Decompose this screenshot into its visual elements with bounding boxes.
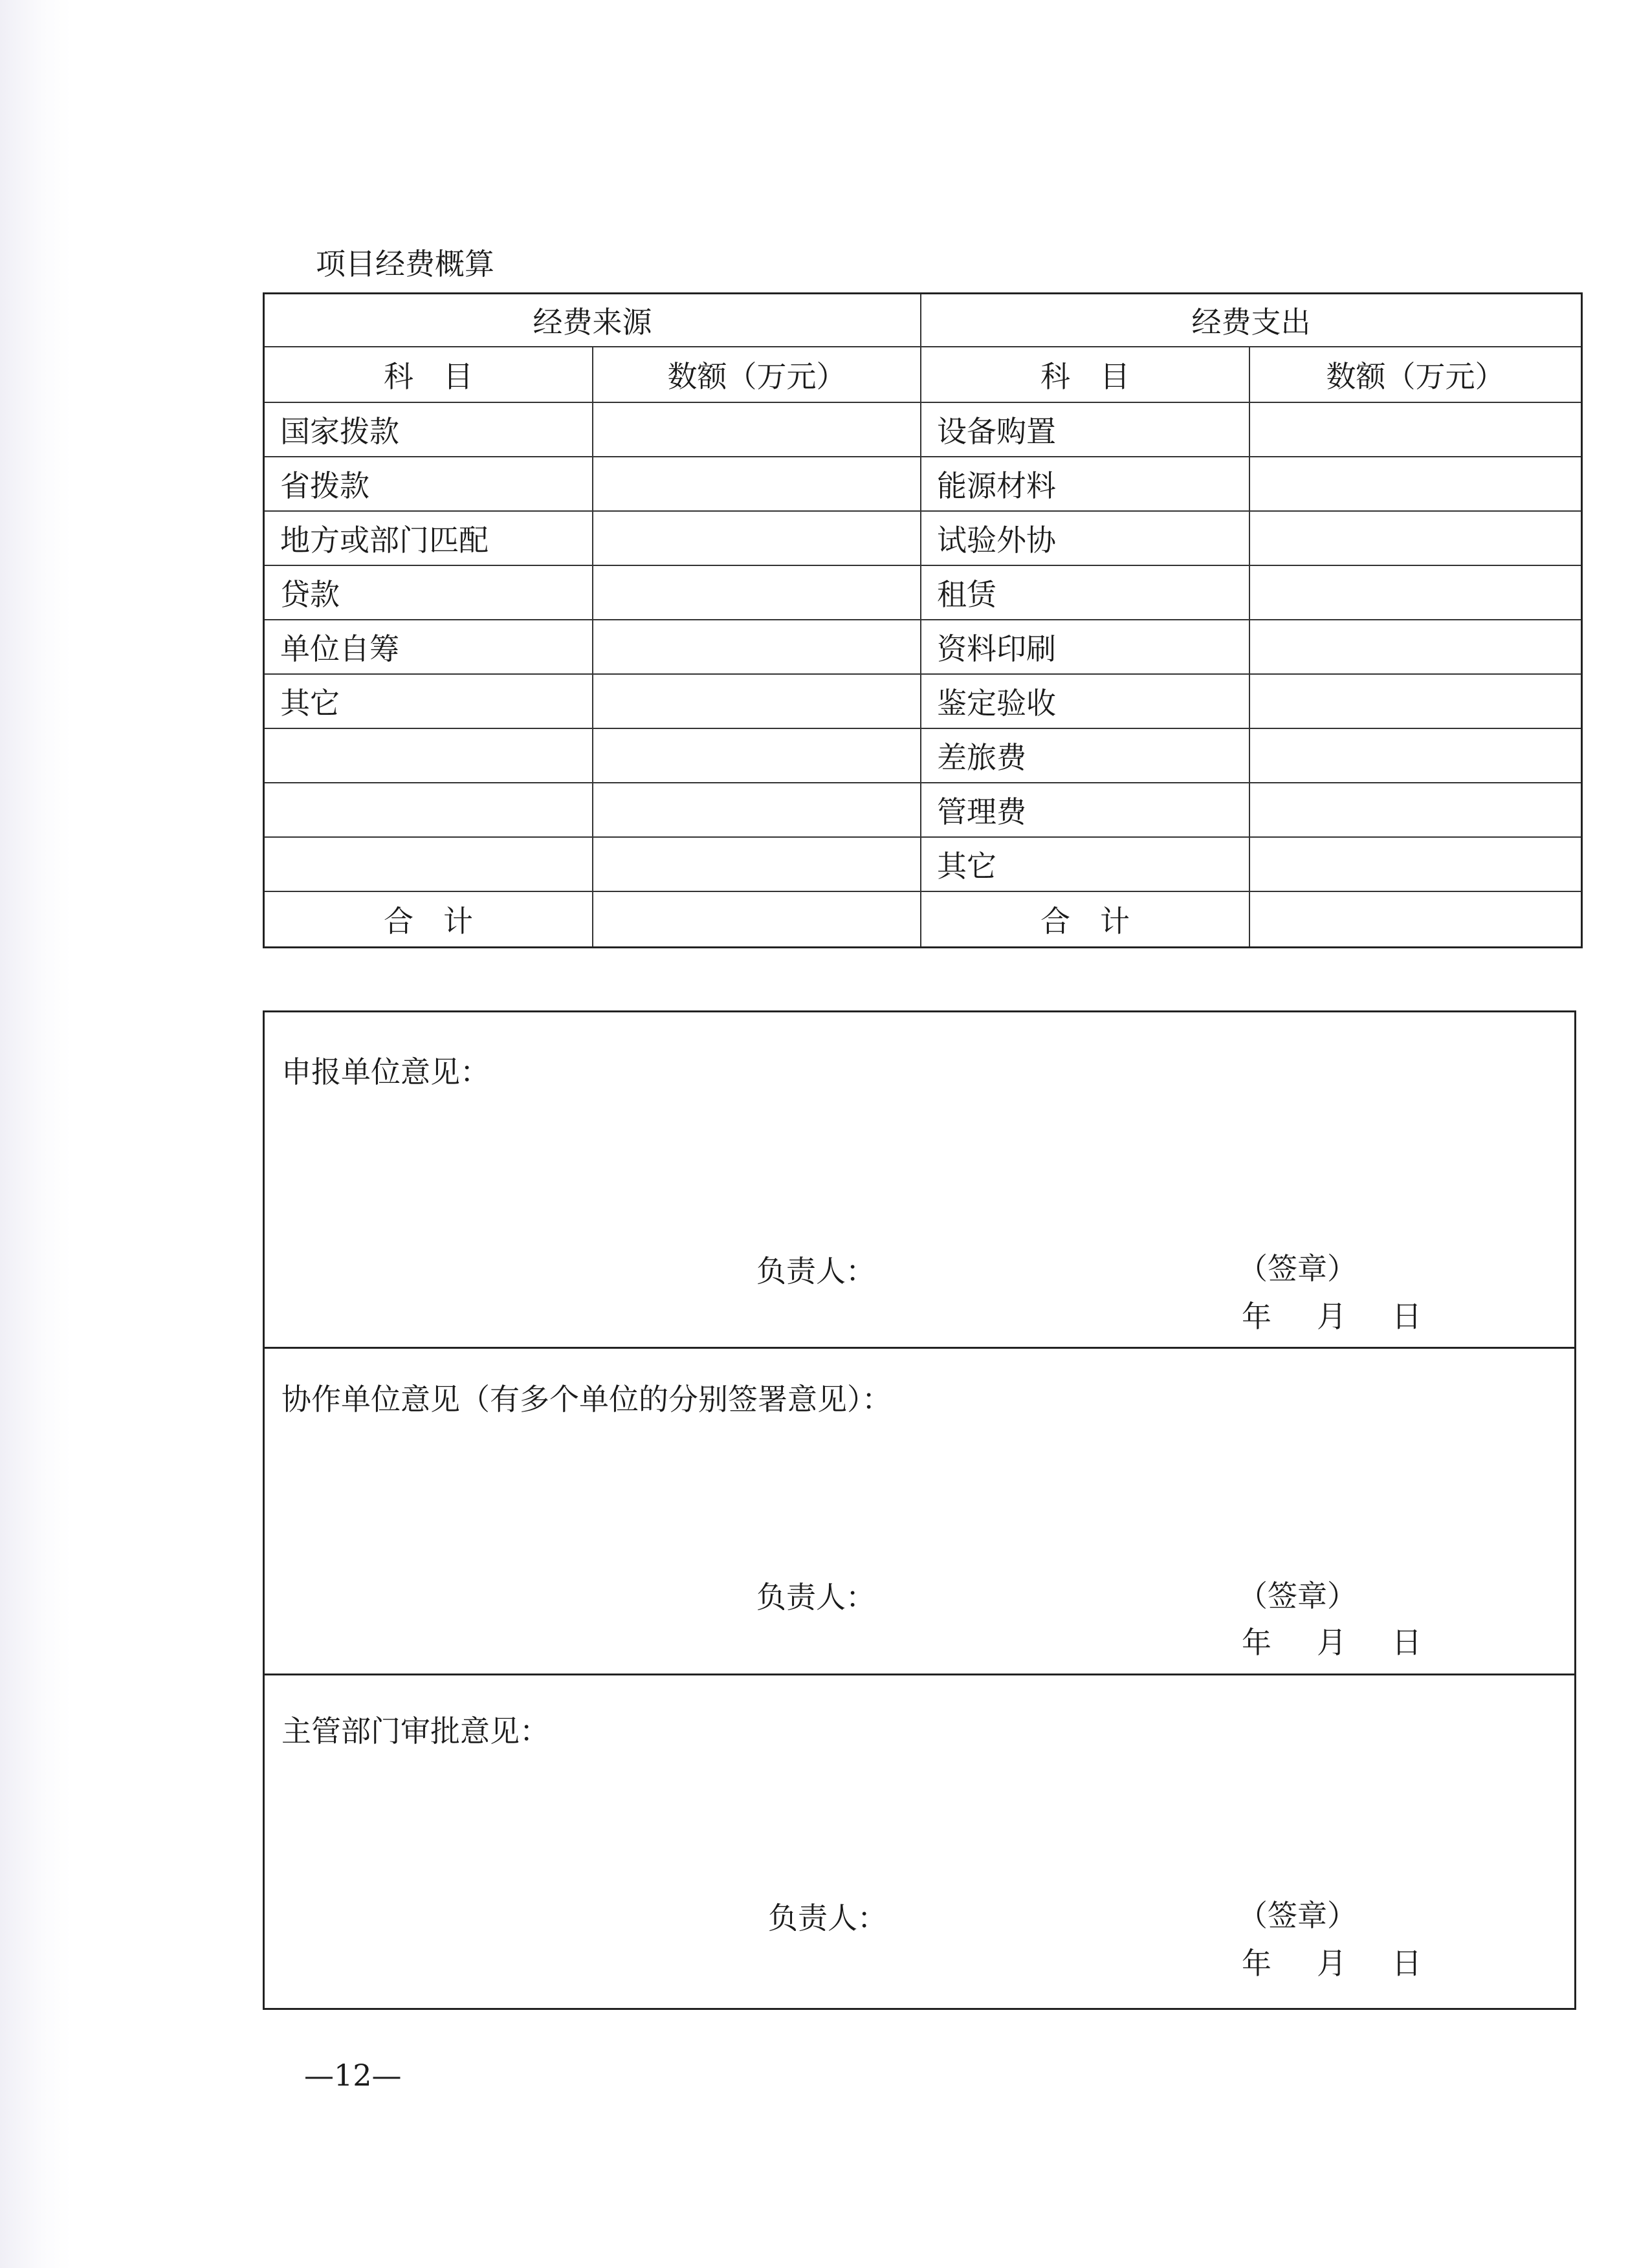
- expense-item: 其它: [921, 838, 1250, 892]
- income-amount-cell[interactable]: [593, 838, 921, 892]
- expense-total-cell[interactable]: [1250, 892, 1581, 946]
- income-item: 其它: [265, 675, 593, 729]
- income-total-label: 合 计: [265, 892, 593, 946]
- income-header: 经费来源: [265, 294, 921, 347]
- income-amount-cell[interactable]: [593, 729, 921, 783]
- income-item[interactable]: [265, 838, 593, 892]
- expense-item: 试验外协: [921, 512, 1250, 566]
- income-amount-cell[interactable]: [593, 457, 921, 512]
- income-amount-cell[interactable]: [593, 512, 921, 566]
- income-amount-cell[interactable]: [593, 675, 921, 729]
- expense-total-label: 合 计: [921, 892, 1250, 946]
- applicant-opinion-heading: 申报单位意见：: [281, 1054, 490, 1089]
- income-col-amount: 数额（万元）: [593, 347, 921, 403]
- income-item: 贷款: [265, 566, 593, 620]
- expense-amount-cell[interactable]: [1250, 457, 1581, 512]
- expense-col-item: 科 目: [921, 347, 1250, 403]
- year-label: 年: [1242, 1625, 1271, 1660]
- expense-header: 经费支出: [921, 294, 1581, 347]
- expense-amount-cell[interactable]: [1250, 838, 1581, 892]
- day-label: 日: [1392, 1946, 1422, 1981]
- month-label: 月: [1317, 1625, 1347, 1660]
- expense-item: 租赁: [921, 566, 1250, 620]
- applicant-person-label: 负责人：: [756, 1254, 875, 1289]
- expense-item: 能源材料: [921, 457, 1250, 512]
- month-label: 月: [1317, 1299, 1347, 1334]
- page-edge-shadow: [0, 0, 71, 2268]
- expense-amount-cell[interactable]: [1250, 620, 1581, 675]
- collaborator-seal-label: （签章）: [1238, 1578, 1357, 1613]
- income-item: 省拨款: [265, 457, 593, 512]
- expense-amount-cell[interactable]: [1250, 566, 1581, 620]
- expense-amount-cell[interactable]: [1250, 403, 1581, 457]
- expense-amount-cell[interactable]: [1250, 512, 1581, 566]
- income-item[interactable]: [265, 783, 593, 838]
- expense-amount-cell[interactable]: [1250, 675, 1581, 729]
- applicant-seal-label: （签章）: [1238, 1251, 1357, 1286]
- day-label: 日: [1392, 1299, 1422, 1334]
- collaborator-person-label: 负责人：: [756, 1580, 875, 1615]
- authority-person-label: 负责人：: [768, 1901, 887, 1935]
- income-amount-cell[interactable]: [593, 783, 921, 838]
- authority-date: [1242, 1944, 1422, 1983]
- budget-table: [263, 292, 1583, 948]
- expense-col-amount: 数额（万元）: [1250, 347, 1581, 403]
- income-total-cell[interactable]: [593, 892, 921, 946]
- authority-approval-section[interactable]: [265, 1675, 1574, 2010]
- income-item[interactable]: [265, 729, 593, 783]
- income-item: 国家拨款: [265, 403, 593, 457]
- collaborator-opinion-heading: 协作单位意见（有多个单位的分别签署意见）：: [281, 1382, 892, 1417]
- applicant-date: [1242, 1297, 1422, 1336]
- expense-item: 设备购置: [921, 403, 1250, 457]
- collaborator-date: [1242, 1623, 1422, 1662]
- expense-item: 鉴定验收: [921, 675, 1250, 729]
- collaborator-opinion-section[interactable]: [265, 1349, 1574, 1675]
- income-amount-cell[interactable]: [593, 620, 921, 675]
- expense-item: 资料印刷: [921, 620, 1250, 675]
- income-amount-cell[interactable]: [593, 566, 921, 620]
- expense-amount-cell[interactable]: [1250, 783, 1581, 838]
- applicant-opinion-section[interactable]: [265, 1012, 1574, 1349]
- expense-item: 差旅费: [921, 729, 1250, 783]
- month-label: 月: [1317, 1946, 1347, 1981]
- authority-approval-heading: 主管部门审批意见：: [281, 1714, 549, 1749]
- year-label: 年: [1242, 1299, 1271, 1334]
- authority-seal-label: （签章）: [1238, 1898, 1357, 1933]
- budget-title: 项目经费概算: [316, 246, 494, 281]
- income-amount-cell[interactable]: [593, 403, 921, 457]
- year-label: 年: [1242, 1946, 1271, 1981]
- income-item: 地方或部门匹配: [265, 512, 593, 566]
- opinions-box: [263, 1010, 1576, 2010]
- expense-item: 管理费: [921, 783, 1250, 838]
- income-col-item: 科 目: [265, 347, 593, 403]
- expense-amount-cell[interactable]: [1250, 729, 1581, 783]
- page-number: —12—: [304, 2058, 402, 2093]
- income-item: 单位自筹: [265, 620, 593, 675]
- day-label: 日: [1392, 1625, 1422, 1660]
